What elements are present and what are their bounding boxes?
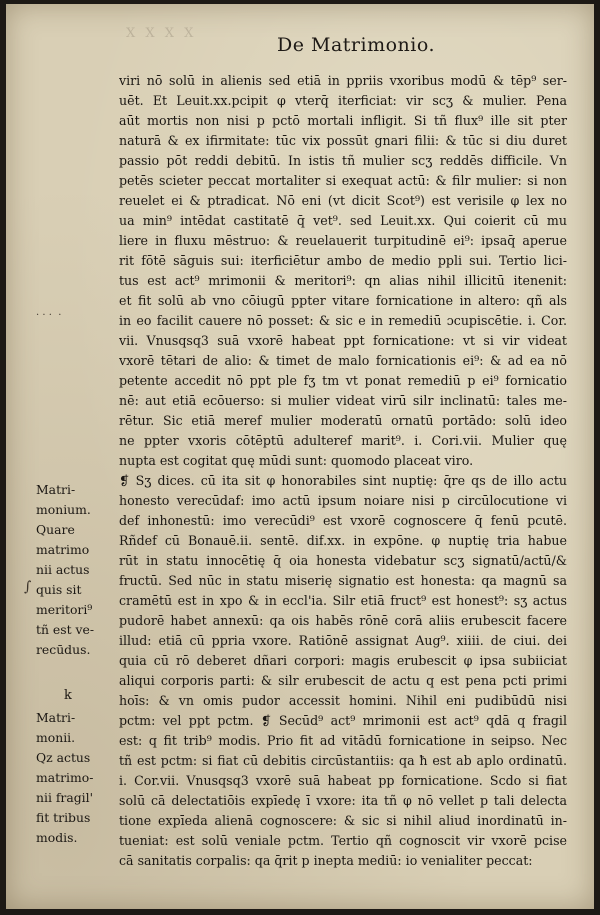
text-line: cramētū est in xpo & in eccl'ia. Silr etiā fruct⁹ est honest⁹: sʒ actus xyxy=(119,593,567,608)
margin-line: monii. xyxy=(36,730,76,745)
margin-line: Quare xyxy=(36,522,75,537)
text-line: passio pōt reddi debitū. In istis tñ mulier scʒ reddēs difficile. Vn xyxy=(119,153,567,168)
margin-line: fit tribus xyxy=(36,810,91,825)
margin-line: Matri- xyxy=(36,482,76,497)
text-line: solū cā delectatiōis expīedę ī vxore: ita tñ φ nō vellet p tali delecta xyxy=(119,793,567,808)
text-line: viri nō solū in alienis sed etiā in ppriis vxoribus modū & tēp⁹ ser- xyxy=(119,73,567,88)
main-text-block xyxy=(119,71,567,871)
text-line: rūt in statu innocētię q̄ oia honesta videbatur scʒ signatū/actū/& xyxy=(119,553,567,568)
text-line: in eo facilit cauere nō posset: & sic e in remediū ɔcupiscētie. i. Cor. xyxy=(119,313,567,328)
text-line: et fit solū ab vno cōiugū ppter vitare fornicatione in altero: qñ als xyxy=(119,293,567,308)
margin-line: matrimo xyxy=(36,542,90,557)
text-line: cā sanitatis corpalis: qa q̄rit p inepta mediū: io venialiter peccat: xyxy=(119,853,533,868)
text-line: tione expīeda alienā cognoscere: & sic si nihil aliud inordinatū in- xyxy=(119,813,567,828)
text-line: reuelet ei & ptradicat. Nō eni (vt dicit Scot⁹) est verisile φ lex no xyxy=(119,193,567,208)
text-line: aliqui corporis parti: & silr erubescit de actu q est pena pcti primi xyxy=(119,673,567,688)
text-line: ne ppter vxoris cōtēptū adulteref marit⁹. i. Cori.vii. Mulier quę xyxy=(119,433,567,448)
text-line: tueniat: est solū veniale pctm. Tertio qñ cognoscit vir vxorē pcise xyxy=(119,833,567,848)
margin-line: quis sit xyxy=(36,582,82,597)
text-line: aūt mortis non nisi p pctō mortali infligit. Si tñ flux⁹ ille sit pter xyxy=(119,113,567,128)
text-line: rētur. Sic etiā meref mulier moderatū ornatū portādo: solū ideo xyxy=(119,413,567,428)
text-line: nē: aut etiā ecōuerso: si mulier videat virū silr inclinatū: tales me- xyxy=(119,393,567,408)
text-line: illud: etiā cū ppria vxore. Ratiōnē assignat Aug⁹. xiiii. de ciui. dei xyxy=(119,633,567,648)
text-line: petente accedit nō ppt ple fʒ tm vt ponat remediū p ei⁹ fornicatio xyxy=(119,373,567,388)
text-line: uēt. Et Leuit.xx.pcipit φ vterq̄ iterficiat: vir scʒ & mulier. Pena xyxy=(119,93,567,108)
margin-scribble: ∫ xyxy=(24,579,32,595)
margin-signature-mark: k xyxy=(64,688,72,703)
margin-line: modis. xyxy=(36,830,78,845)
text-line: honesto verecūdaf: imo actū ipsum noiare nisi p circūlocutione vi xyxy=(119,493,567,508)
margin-line: nii fragil' xyxy=(36,790,94,805)
text-line: hoīs: & vn omis pudor accessit homini. Nihil eni pudibūdū nisi xyxy=(119,693,567,708)
text-line: petēs scieter peccat mortaliter si exequat actū: & filr mulier: si non xyxy=(119,173,567,188)
text-line: pctm: vel ppt pctm. ❡ Secūd⁹ act⁹ mrimonii est act⁹ qdā q fragil xyxy=(119,713,567,728)
text-line: tñ est pctm: si fiat cū debitis circūstantiis: qa ħ est ab aplo ordinatū. xyxy=(119,753,567,768)
text-line: vxorē tētari de alio: & timet de malo fornicationis ei⁹: & ad ea nō xyxy=(119,353,567,368)
text-line: naturā & ex ifirmitate: tūc vix possūt gnari filii: & tūc si diu duret xyxy=(119,133,567,148)
margin-line: Qz actus xyxy=(36,750,91,765)
margin-line: monium. xyxy=(36,502,91,517)
text-line: est: q fit trib⁹ modis. Prio fit ad vitādū fornicatione in seipso. Nec xyxy=(119,733,567,748)
text-line: nupta est cogitat quę mūdi sunt: quomodo placeat viro. xyxy=(119,453,474,468)
bleed-through-text: X X X X xyxy=(126,26,197,41)
text-line: def inhonestū: imo verecūdi⁹ est vxorē cognoscere q̄ fenū pcutē. xyxy=(119,513,567,528)
text-line: liere in fluxu mēstruo: & reuelauerit turpitudinē ei⁹: ipsaq̄ aperue xyxy=(119,233,567,248)
text-line: fructū. Sed nūc in statu miserię signatio est honesta: qa magnū sa xyxy=(119,573,567,588)
text-line: pudorē habet annexū: qa ois habēs rōnē corā aliis erubescit facere xyxy=(119,613,567,628)
margin-line: tñ est ve- xyxy=(36,622,95,637)
margin-note-matrimonii xyxy=(36,708,118,848)
text-line: Rñdef cū Bonauē.ii. sentē. dif.xx. in expōne. φ nuptię tria habue xyxy=(119,533,567,548)
text-line: ua min⁹ intēdat castitatē q̄ vet⁹. sed Leuit.xx. Qui coierit cū mu xyxy=(119,213,567,228)
margin-line: Matri- xyxy=(36,710,76,725)
text-line: quia cū rō deberet dñari corpori: magis erubescit φ ipsa subiiciat xyxy=(119,653,567,668)
margin-line: recūdus. xyxy=(36,642,91,657)
text-line: ❡ Sʒ dices. cū ita sit φ honorabiles sint nuptię: q̄re qs de illo actu xyxy=(119,473,567,488)
margin-line: matrimo- xyxy=(36,770,94,785)
text-line: i. Cor.vii. Vnusqsq3 vxorē suā habeat pp fornicatione. Scdo si fiat xyxy=(119,773,567,788)
margin-dots: · · · · xyxy=(36,310,62,321)
text-line: rit fōtē sāguis sui: iterficiētur ambo de medio ppli sui. Tertio lici- xyxy=(119,253,567,268)
margin-line: meritori⁹ xyxy=(36,602,93,617)
page-heading: De Matrimonio. xyxy=(276,34,435,56)
book-page xyxy=(6,4,594,909)
margin-note-matrimonium xyxy=(36,480,118,660)
text-line: tus est act⁹ mrimonii & meritori⁹: qn alias nihil illicitū itenenit: xyxy=(119,273,567,288)
text-line: vii. Vnusqsq3 suā vxorē habeat ppt fornicatione: vt si vir videat xyxy=(119,333,567,348)
margin-line: nii actus xyxy=(36,562,90,577)
